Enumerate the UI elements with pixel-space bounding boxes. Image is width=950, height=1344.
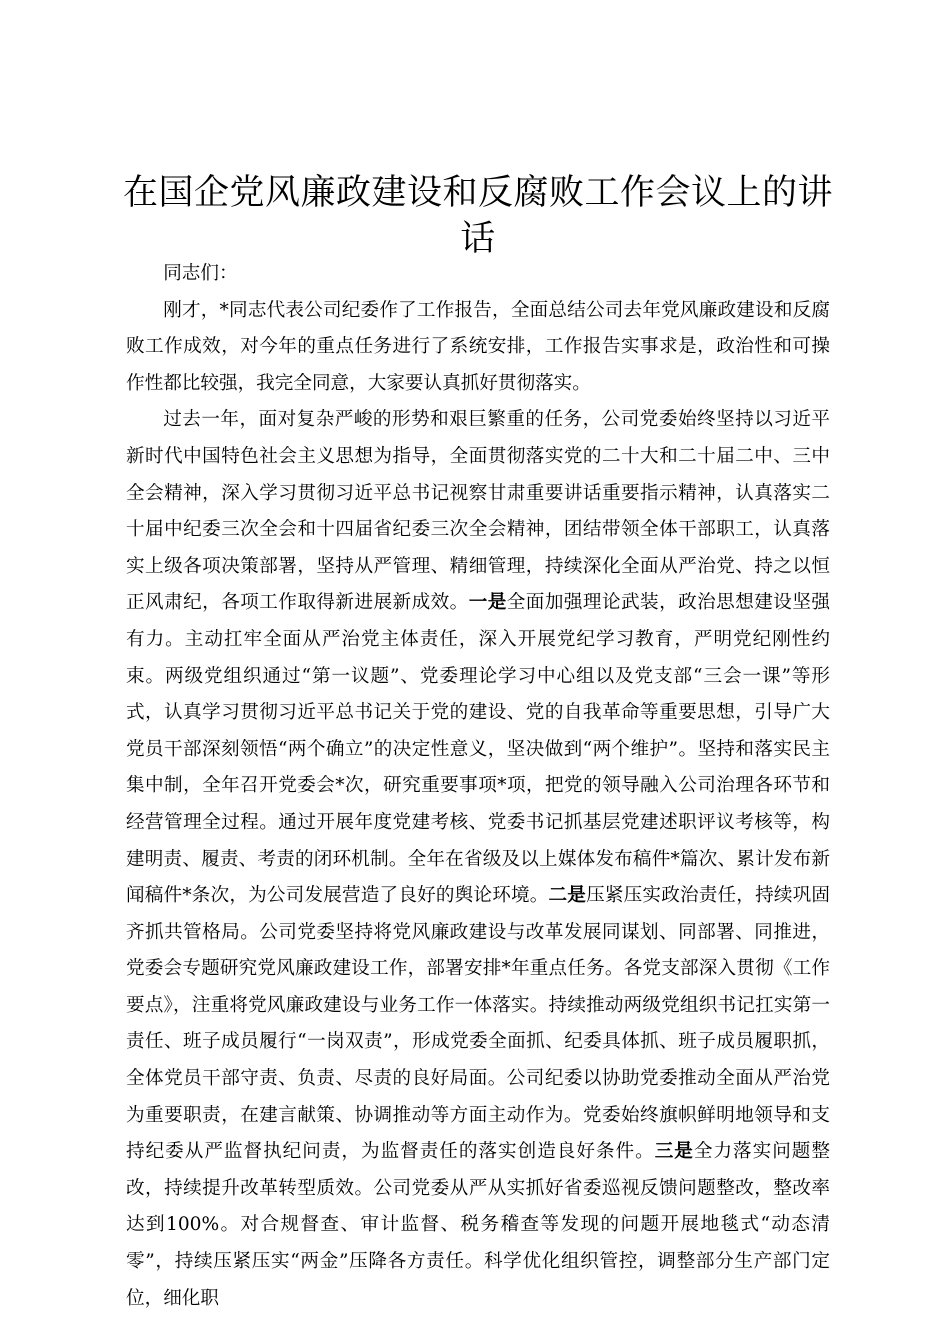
point-text-3: 全力落实问题整改，持续提升改革转型质效。公司党委从严从实抓好省委巡视反馈问题整改，整改率达到100%。对合规督查、审计监督、税务稽查等发现的问题开展地毯式“动态清零”，持续压紧压实“两金”压降各方责任。科学优化组织管控，调整部分生产部门定位，细化职 xyxy=(126,1141,830,1309)
salutation: 同志们： xyxy=(163,263,238,284)
point-text-1: 全面加强理论武装，政治思想建设坚强有力。主动扛牢全面从严治党主体责任，深入开展党纪学习教育，严明党纪刚性约束。两级党组织通过“第一议题”、党委理论学习中心组以及党支部“三会一课”等形式，认真学习贯彻习近平总书记关于党的建设、党的自我革命等重要思想，引导广大党员干部深刻领悟“两个确立”的决定性意义，坚决做到“两个维护”。坚持和落实民主集中制，全年召开党委会*次，研究重要事项*项，把党的领导融入公司治理各环节和经营管理全过程。通过开展年度党建考核、党委书记抓基层党建述职评议考核等，构建明责、履责、考责的闭环机制。全年在省级及以上媒体发布稿件*篇次、累计发布新闻稿件*条次，为公司发展营造了良好的舆论环境。 xyxy=(126,592,830,907)
paragraph-review xyxy=(126,402,830,1317)
review-intro: 过去一年，面对复杂严峻的形势和艰巨繁重的任务，公司党委始终坚持以习近平新时代中国特色社会主义思想为指导，全面贯彻落实党的二十大和二十届二中、三中全会精神，深入学习贯彻习近平总书记视察甘肃重要讲话重要指示精神，认真落实二十届中纪委三次全会和十四届省纪委三次全会精神，团结带领全体干部职工，认真落实上级各项决策部署，坚持从严管理、精细管理，持续深化全面从严治党、持之以恒正风肃纪，各项工作取得新进展新成效。 xyxy=(126,409,830,614)
document-body xyxy=(126,256,830,1317)
point-marker-2: 二是 xyxy=(548,885,587,907)
point-marker-1: 一是 xyxy=(468,592,507,614)
page-title: 在国企党风廉政建设和反腐败工作会议上的讲话 xyxy=(122,173,833,259)
point-text-2: 压紧压实政治责任，持续巩固齐抓共管格局。公司党委坚持将党风廉政建设与改革发展同谋划、同部署、同推进，党委会专题研究党风廉政建设工作，部署安排*年重点任务。各党支部深入贯彻《工作要点》，注重将党风廉政建设与业务工作一体落实。持续推动两级党组织书记扛实第一责任、班子成员履行“一岗双责”，形成党委全面抓、纪委具体抓、班子成员履职抓，全体党员干部守责、负责、尽责的良好局面。公司纪委以协助党委推动全面从严治党为重要职责，在建言献策、协调推动等方面主动作为。党委始终旗帜鲜明地领导和支持纪委从严监督执纪问责，为监督责任的落实创造良好条件。 xyxy=(126,885,830,1163)
point-marker-3: 三是 xyxy=(654,1141,694,1163)
paragraph-summary: 刚才，*同志代表公司纪委作了工作报告，全面总结公司去年党风廉政建设和反腐败工作成效，对今年的重点任务进行了系统安排，工作报告实事求是，政治性和可操作性都比较强，我完全同意，大家要认真抓好贯彻落实。 xyxy=(126,299,830,394)
